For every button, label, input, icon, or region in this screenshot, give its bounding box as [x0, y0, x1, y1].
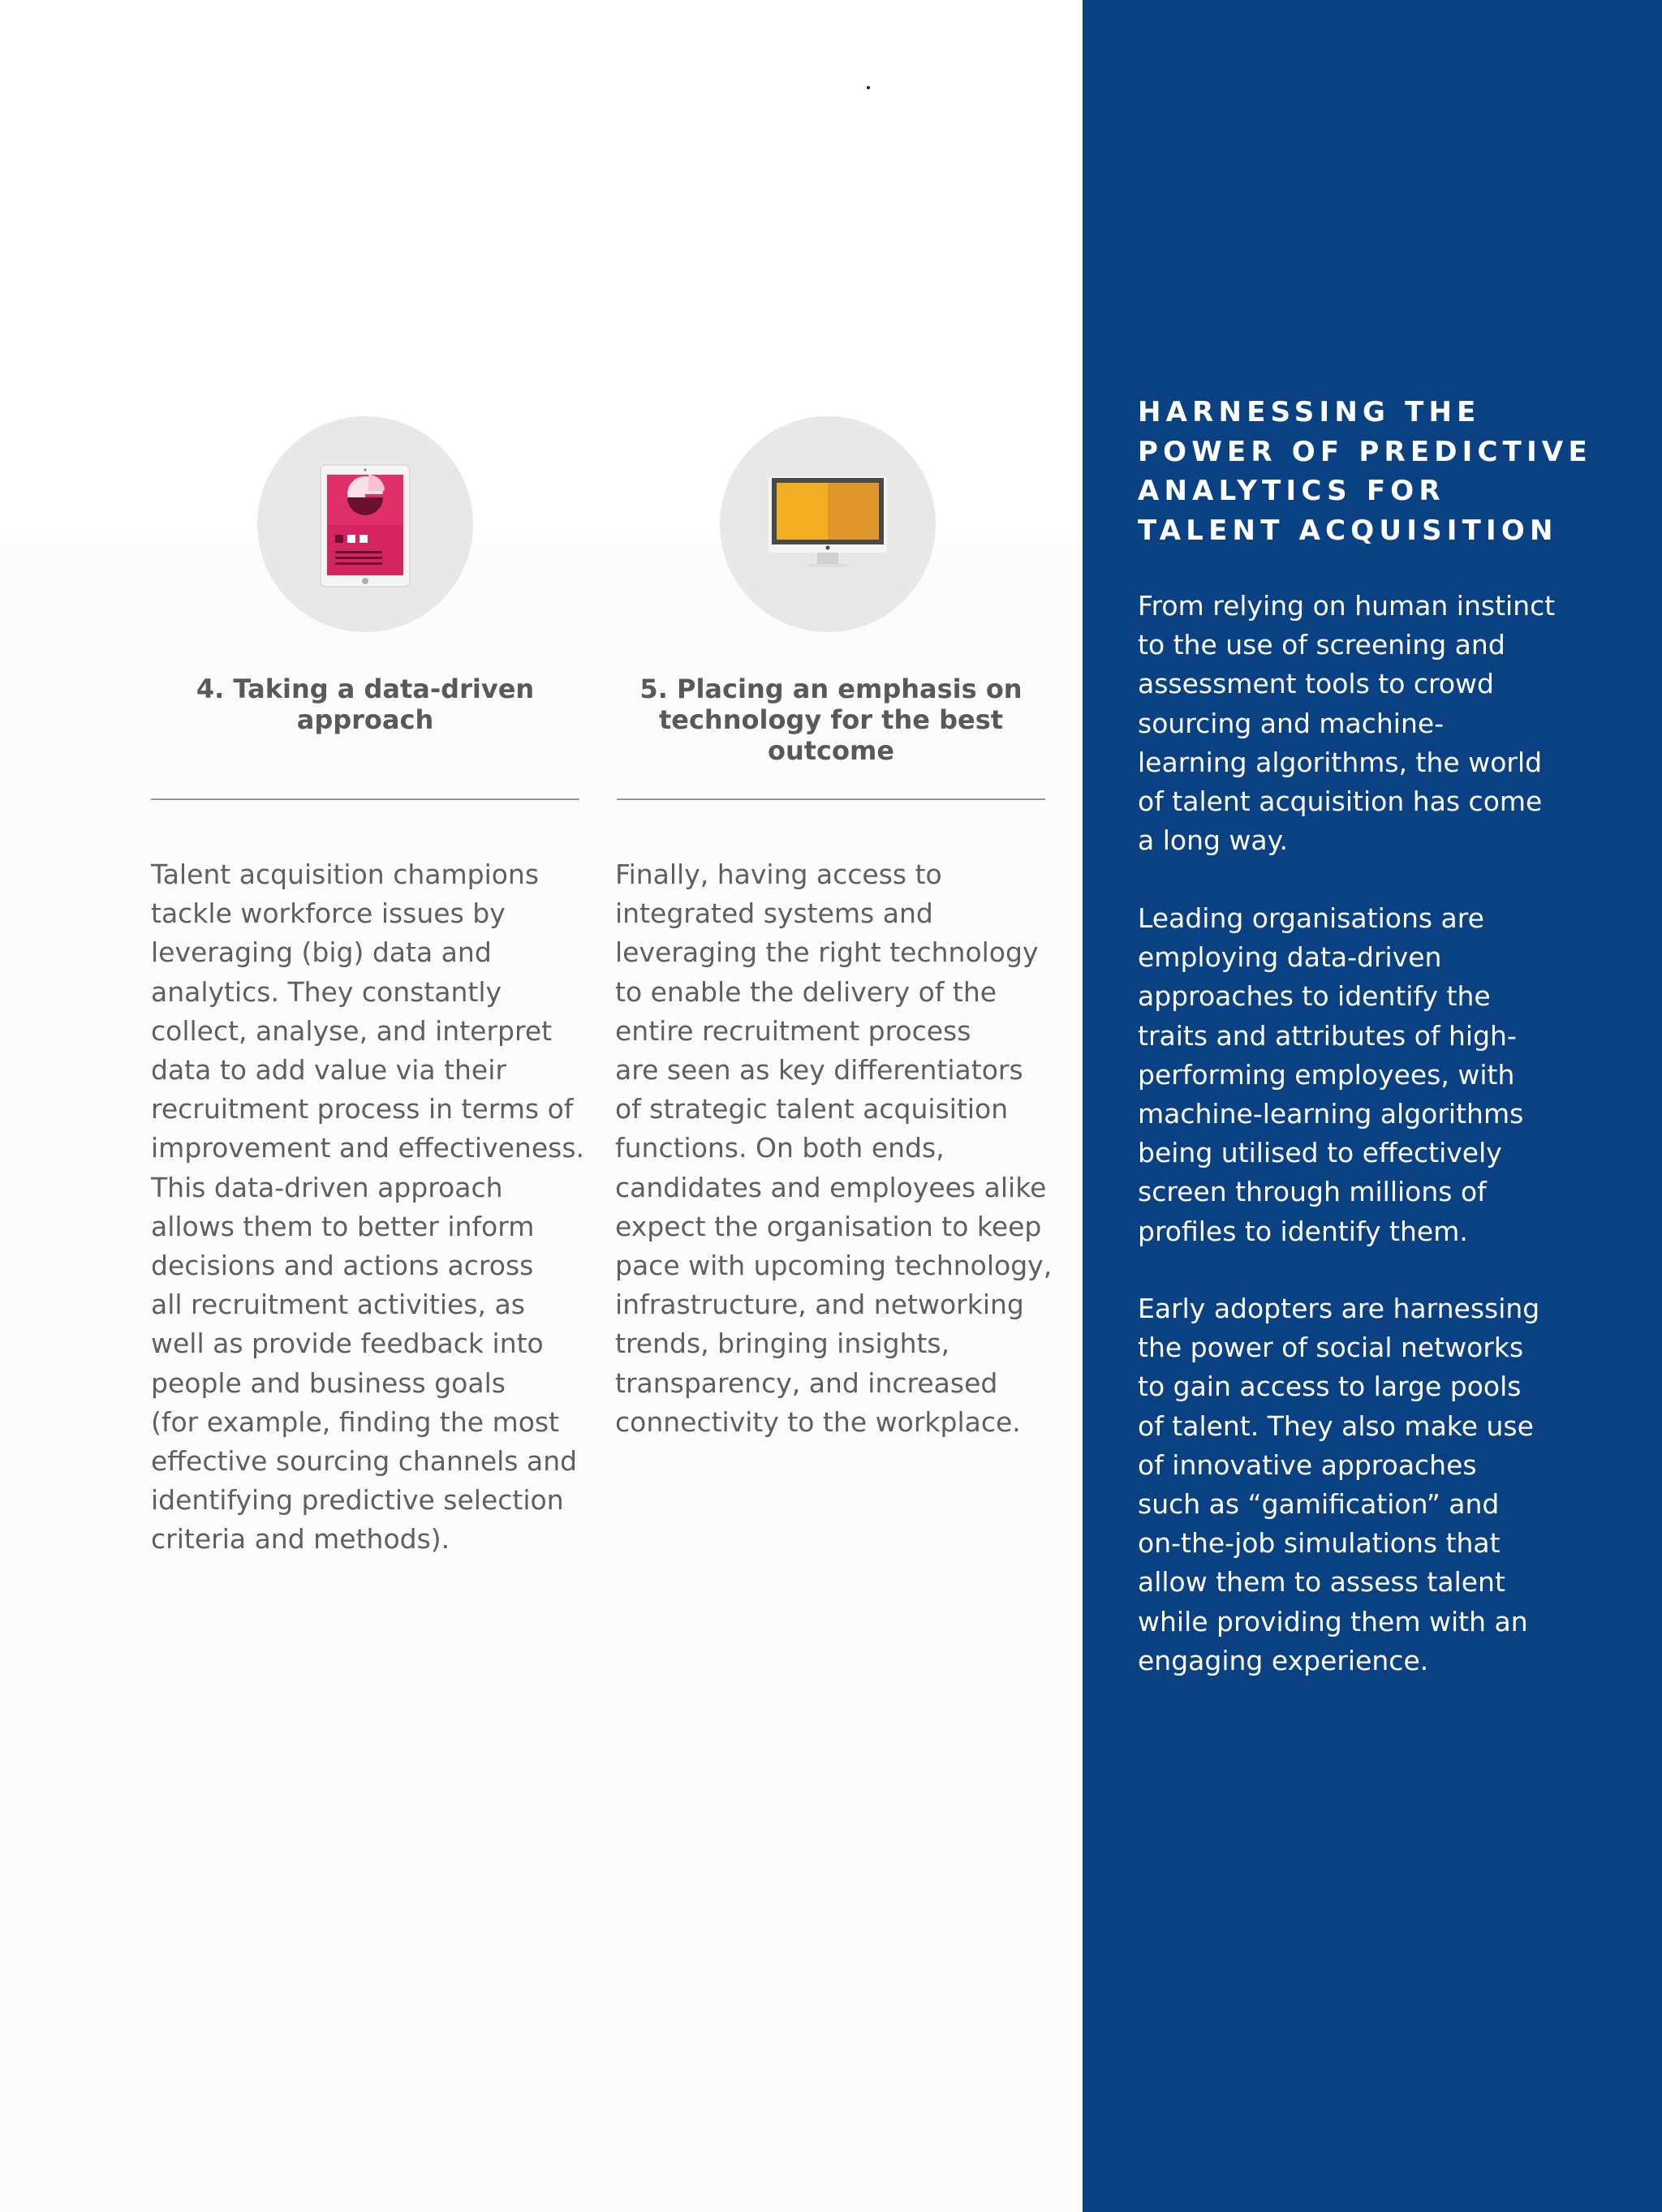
column-heading: 5. Placing an emphasis on technology for the best outcome: [639, 673, 1023, 766]
sidebar-panel: [1083, 0, 1662, 2212]
sidebar-title: HARNESSING THE POWER OF PREDICTIVE ANALYTICS FOR TALENT ACQUISITION: [1138, 396, 1592, 547]
sidebar-paragraph: From relying on human instinct to the use of screening and assessment tools to crowd sourcing and machine- learning algorithms, the world of talent acquisition has come a long way.: [1138, 590, 1556, 857]
column-heading: 4. Taking a data-driven approach: [196, 673, 535, 735]
desktop-monitor-icon: [720, 416, 936, 632]
sidebar-paragraph: Early adopters are harnessing the power of social networks to gain access to large pools of talent. They also make use of innovative approaches such as “gamification” and on-the-job simulations that allow them to assess talent while providing them with an engaging experience.: [1138, 1293, 1540, 1676]
column-divider: [151, 798, 579, 800]
sidebar-paragraph: Leading organisations are employing data-driven approaches to identify the traits and attributes of high- performing employees, with machine-learning algorithms being utilised to effectively screen through millions of profiles to identify them.: [1138, 902, 1524, 1247]
page-dot-mark: [867, 86, 870, 89]
tablet-analytics-icon: [257, 416, 473, 632]
column-body-text: Finally, having access to integrated systems and leveraging the right technology to enable the delivery of the entire recruitment process are seen as key differentiators of strategic talent acquisition functions. On both ends, candidates and employees alike expect the organisation to keep pace with upcoming technology, infrastructure, and networking trends, bringing insights, transparency, and increased connectivity to the workplace.: [615, 859, 1053, 1438]
column-body-text: Talent acquisition champions tackle workforce issues by leveraging (big) data and analytics. They constantly collect, analyse, and interpret data to add value via their recruitment process in terms of improvement and effectiveness. This data-driven approach allows them to better inform decisions and actions across all recruitment activities, as well as provide feedback into people and business goals (for example, finding the most effective sourcing channels and identifying predictive selection criteria and methods).: [151, 859, 585, 1556]
column-divider: [617, 798, 1045, 800]
